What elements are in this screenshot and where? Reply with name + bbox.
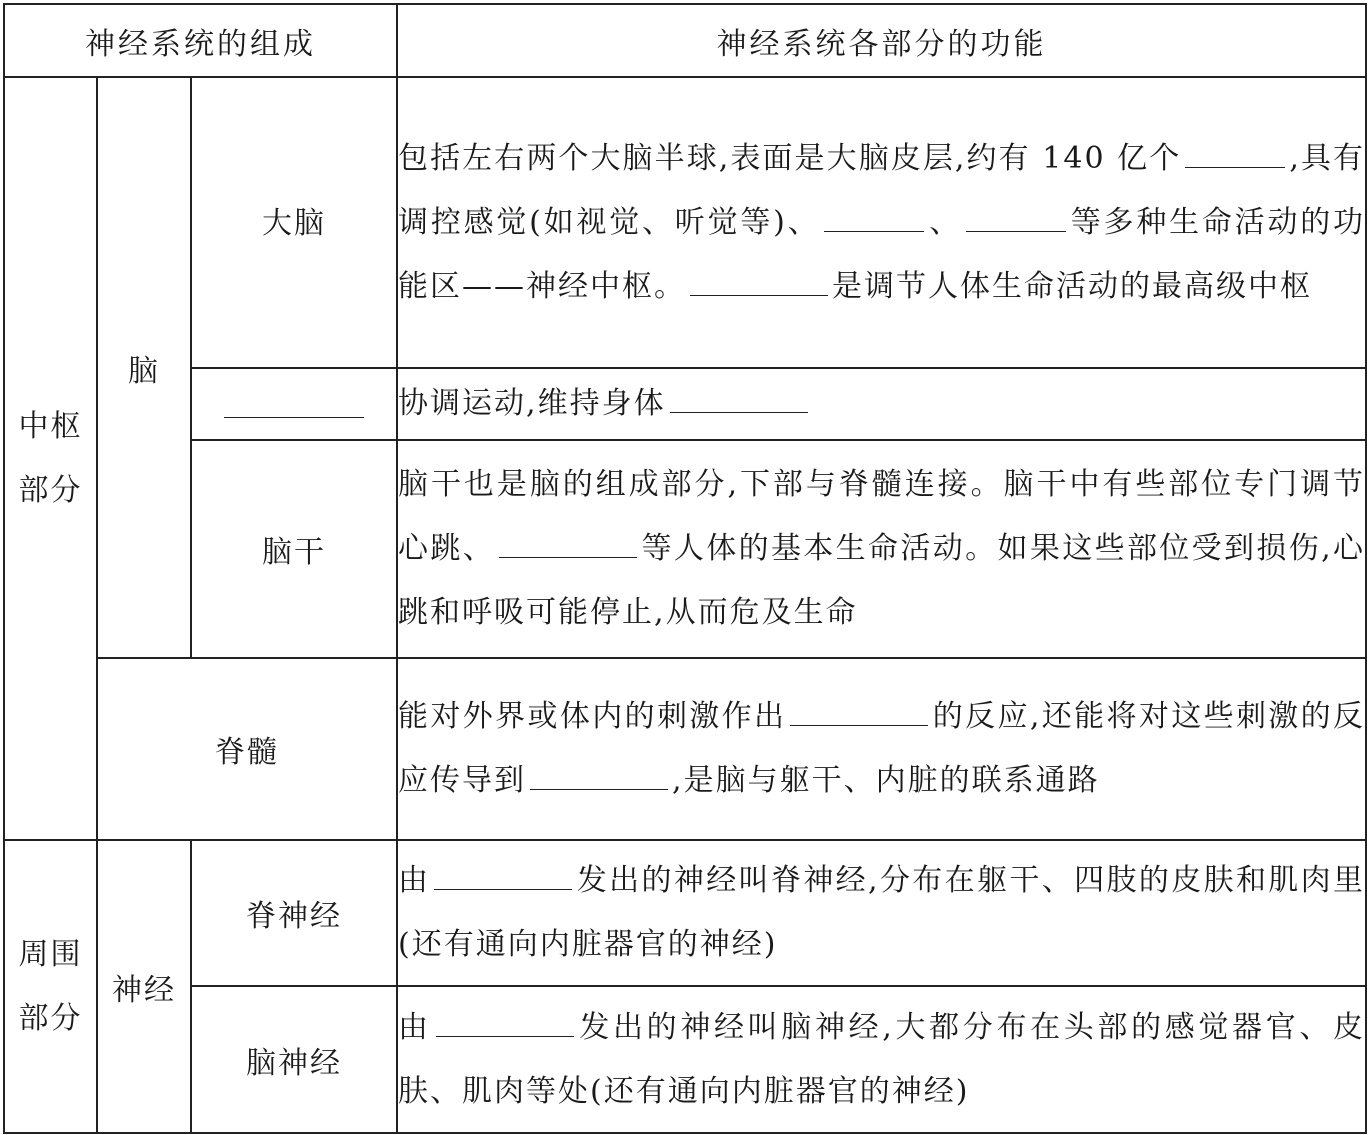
label-spinal-cord: 脊髓 bbox=[97, 658, 397, 840]
subgroup-nerve: 神经 bbox=[97, 840, 191, 1133]
nervous-system-table bbox=[3, 3, 1367, 1134]
blank-field[interactable] bbox=[790, 695, 928, 726]
blank-field[interactable] bbox=[499, 527, 637, 558]
desc-cranial-nerve: 由 发出的神经叫脑神经,大都分布在头部的感觉器官、皮肤、肌肉等处(还有通向内脏器官的神经) bbox=[397, 986, 1366, 1133]
group-peripheral: 周围部分 bbox=[4, 840, 97, 1133]
label-cerebrum: 大脑 bbox=[191, 77, 397, 368]
blank-field[interactable] bbox=[670, 382, 808, 413]
desc-spinal-nerve: 由 发出的神经叫脊神经,分布在躯干、四肢的皮肤和肌肉里(还有通向内脏器官的神经) bbox=[397, 840, 1366, 986]
blank-field[interactable] bbox=[690, 265, 828, 296]
table-row bbox=[4, 986, 1366, 1133]
label-cranial-nerve: 脑神经 bbox=[191, 986, 397, 1133]
blank-field[interactable] bbox=[224, 383, 364, 418]
table-row bbox=[4, 658, 1366, 840]
blank-cerebellum-label[interactable] bbox=[191, 368, 397, 440]
header-row bbox=[4, 4, 1366, 77]
label-brainstem: 脑干 bbox=[191, 440, 397, 658]
table-row bbox=[4, 440, 1366, 658]
desc-cerebellum: 协调运动,维持身体 bbox=[397, 368, 1366, 440]
table-row bbox=[4, 840, 1366, 986]
table-row bbox=[4, 77, 1366, 368]
desc-brainstem: 脑干也是脑的组成部分,下部与脊髓连接。脑干中有些部位专门调节心跳、 等人体的基本生命活动。如果这些部位受到损伤,心跳和呼吸可能停止,从而危及生命 bbox=[397, 440, 1366, 658]
blank-field[interactable] bbox=[966, 201, 1066, 232]
blank-field[interactable] bbox=[1185, 137, 1285, 168]
subgroup-brain: 脑 bbox=[97, 77, 191, 658]
blank-field[interactable] bbox=[824, 201, 924, 232]
label-spinal-nerve: 脊神经 bbox=[191, 840, 397, 986]
desc-cerebrum: 包括左右两个大脑半球,表面是大脑皮层,约有 140 亿个 ,具有调控感觉(如视觉、听觉等)、 、 等多种生命活动的功能区——神经中枢。 是调节人体生命活动的最高级中枢 bbox=[397, 77, 1366, 368]
blank-field[interactable] bbox=[530, 759, 668, 790]
blank-field[interactable] bbox=[434, 859, 572, 890]
header-function: 神经系统各部分的功能 bbox=[397, 4, 1366, 77]
header-composition: 神经系统的组成 bbox=[4, 4, 397, 77]
blank-field[interactable] bbox=[436, 1006, 574, 1037]
desc-spinal-cord: 能对外界或体内的刺激作出 的反应,还能将对这些刺激的反应传导到 ,是脑与躯干、内脏的联系通路 bbox=[397, 658, 1366, 840]
group-central: 中枢部分 bbox=[4, 77, 97, 840]
table-row bbox=[4, 368, 1366, 440]
